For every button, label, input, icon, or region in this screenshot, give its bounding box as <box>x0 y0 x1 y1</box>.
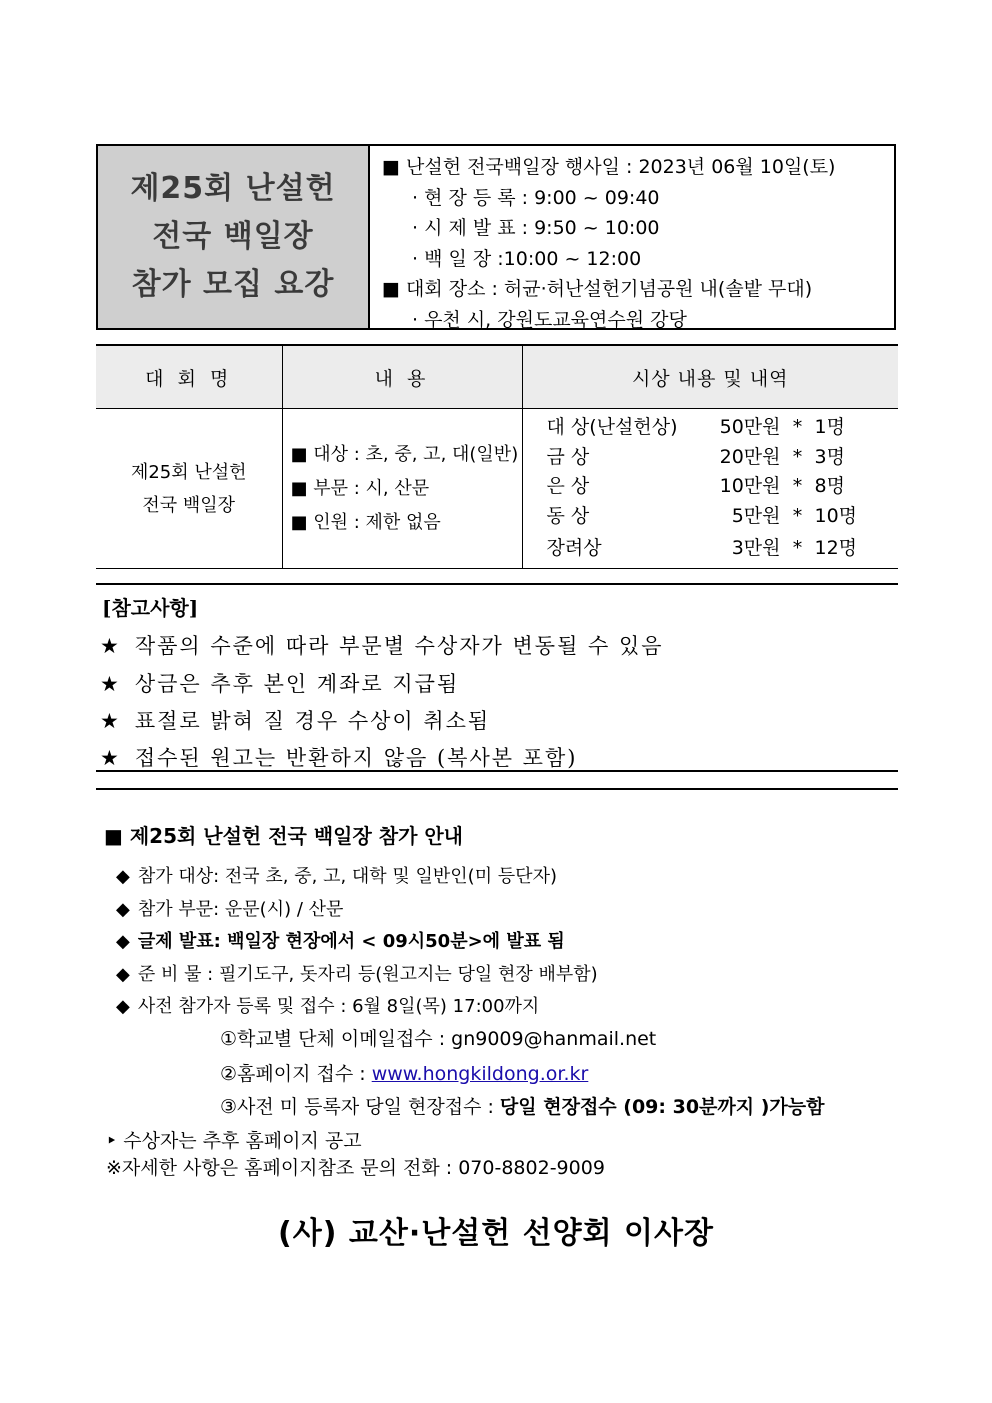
method-homepage-label: ②홈페이지 접수 : <box>220 1063 372 1085</box>
table-row <box>96 409 898 569</box>
method-homepage <box>220 1059 588 1086</box>
event-date: ■ 난설헌 전국백일장 행사일 : 2023년 06월 10일(토) <box>382 156 836 178</box>
prize-name: 금 상 <box>546 445 590 468</box>
title-line-3: 참가 모집 요강 <box>131 267 335 302</box>
guide-text: 사전 참가자 등록 및 접수 : 6월 8일(목) 17:00까지 <box>137 996 540 1017</box>
prize-cell <box>522 409 898 569</box>
prize-name: 대 상(난설헌상) <box>546 416 678 438</box>
schedule-contest: · 백 일 장 :10:00 ~ 12:00 <box>412 247 642 270</box>
event-name-cell <box>96 409 282 569</box>
content-capacity: ■ 인원 : 제한 없음 <box>290 511 441 533</box>
note-text: 작품의 수준에 따라 부문별 수상자가 변동될 수 있음 <box>134 634 664 658</box>
note-text: 접수된 원고는 반환하지 않음 (복사본 포함) <box>134 746 578 770</box>
homepage-link[interactable]: www.hongkildong.or.kr <box>371 1063 589 1085</box>
prize-name: 장려상 <box>546 537 602 559</box>
header-title <box>98 146 370 328</box>
divider <box>96 788 898 790</box>
guide-item <box>116 992 539 1018</box>
note-text: 상금은 추후 본인 계좌로 지급됨 <box>134 672 460 696</box>
prize-multiplier: * <box>792 475 803 497</box>
col-header-event: 대 회 명 <box>96 345 282 409</box>
prize-amount: 5만원 <box>731 504 781 527</box>
guide-text: 참가 부문: 운문(시) / 산문 <box>137 899 344 920</box>
event-name-line-2: 전국 백일장 <box>142 494 236 516</box>
prize-multiplier: * <box>792 445 803 468</box>
guide-text: 준 비 물 : 필기도구, 돗자리 등(원고지는 당일 현장 배부함) <box>137 964 598 985</box>
guide-text: 참가 대상: 전국 초, 중, 고, 대학 및 일반인(미 등단자) <box>137 866 557 887</box>
event-name-line-1: 제25회 난설헌 <box>130 461 247 483</box>
venue-rain: · 우천 시, 강원도교육연수원 강당 <box>412 308 687 331</box>
prize-count: 3명 <box>814 445 845 468</box>
prize-row <box>547 502 899 532</box>
guide-heading: ■ 제25회 난설헌 전국 백일장 참가 안내 <box>104 824 463 848</box>
star-icon: ★ <box>100 634 121 658</box>
diamond-icon: ◆ <box>116 964 130 985</box>
method-onsite-bold: 당일 현장접수 (09: 30분까지 )가능함 <box>499 1096 825 1118</box>
guide-item <box>116 862 557 888</box>
prize-table-header-row <box>96 345 898 409</box>
content-category: ■ 부문 : 시, 산문 <box>290 477 430 499</box>
schedule-registration: · 현 장 등 록 : 9:00 ~ 09:40 <box>412 186 660 209</box>
prize-multiplier: * <box>792 504 803 527</box>
method-onsite <box>220 1092 824 1119</box>
guide-item <box>116 895 343 921</box>
prize-row <box>547 472 899 502</box>
prize-row <box>547 413 899 443</box>
prize-count: 10명 <box>814 504 858 527</box>
guide-item <box>116 960 598 986</box>
prize-multiplier: * <box>792 416 803 438</box>
diamond-icon: ◆ <box>116 931 130 952</box>
guide-item <box>116 927 565 953</box>
organization-name: (사) 교산·난설헌 선양회 이사장 <box>278 1216 714 1251</box>
schedule-topic-announcement: · 시 제 발 표 : 9:50 ~ 10:00 <box>412 217 660 239</box>
footnote-contact: ※자세한 사항은 홈페이지참조 문의 전화 : 070-8802-9009 <box>106 1157 605 1179</box>
guide-text: 글제 발표: 백일장 현장에서 < 09시50분>에 발표 됨 <box>137 931 565 952</box>
prize-count: 12명 <box>814 537 858 559</box>
note-text: 표절로 밝혀 질 경우 수상이 취소됨 <box>134 709 491 733</box>
prize-name: 동 상 <box>546 504 590 527</box>
prize-multiplier: * <box>792 537 803 559</box>
divider <box>96 770 898 772</box>
title-line-2: 전국 백일장 <box>152 219 314 254</box>
prize-count: 1명 <box>814 416 845 438</box>
note-item <box>100 742 577 772</box>
title-line-1: 제25회 난설헌 <box>130 171 336 206</box>
prize-row <box>547 534 899 564</box>
prize-table <box>96 344 898 569</box>
prize-amount: 50만원 <box>719 416 781 438</box>
note-item <box>100 668 459 698</box>
star-icon: ★ <box>100 672 121 696</box>
col-header-content: 내 용 <box>282 345 522 409</box>
method-onsite-label: ③사전 미 등록자 당일 현장접수 : <box>220 1096 500 1118</box>
star-icon: ★ <box>100 709 121 733</box>
prize-amount: 20만원 <box>719 445 781 468</box>
star-icon: ★ <box>100 746 121 770</box>
diamond-icon: ◆ <box>116 899 130 920</box>
header-info <box>370 146 894 331</box>
col-header-prizes: 시상 내용 및 내역 <box>522 345 898 409</box>
method-email: ①학교별 단체 이메일접수 : gn9009@hanmail.net <box>220 1028 657 1050</box>
diamond-icon: ◆ <box>116 866 130 887</box>
content-target: ■ 대상 : 초, 중, 고, 대(일반) <box>290 443 519 465</box>
diamond-icon: ◆ <box>116 996 130 1017</box>
note-item <box>100 630 664 660</box>
prize-count: 8명 <box>814 475 845 497</box>
venue: ■ 대회 장소 : 허균·허난설헌기념공원 내(솔밭 무대) <box>382 278 813 300</box>
divider <box>96 583 898 585</box>
prize-amount: 3만원 <box>731 537 781 559</box>
note-item <box>100 705 490 735</box>
notes-heading: [참고사항] <box>102 596 199 620</box>
header-box <box>96 144 896 330</box>
prize-name: 은 상 <box>546 475 590 497</box>
footnote-winners: ‣ 수상자는 추후 홈페이지 공고 <box>106 1130 362 1152</box>
prize-row <box>547 443 899 473</box>
prize-amount: 10만원 <box>719 475 781 497</box>
content-cell <box>282 409 522 569</box>
